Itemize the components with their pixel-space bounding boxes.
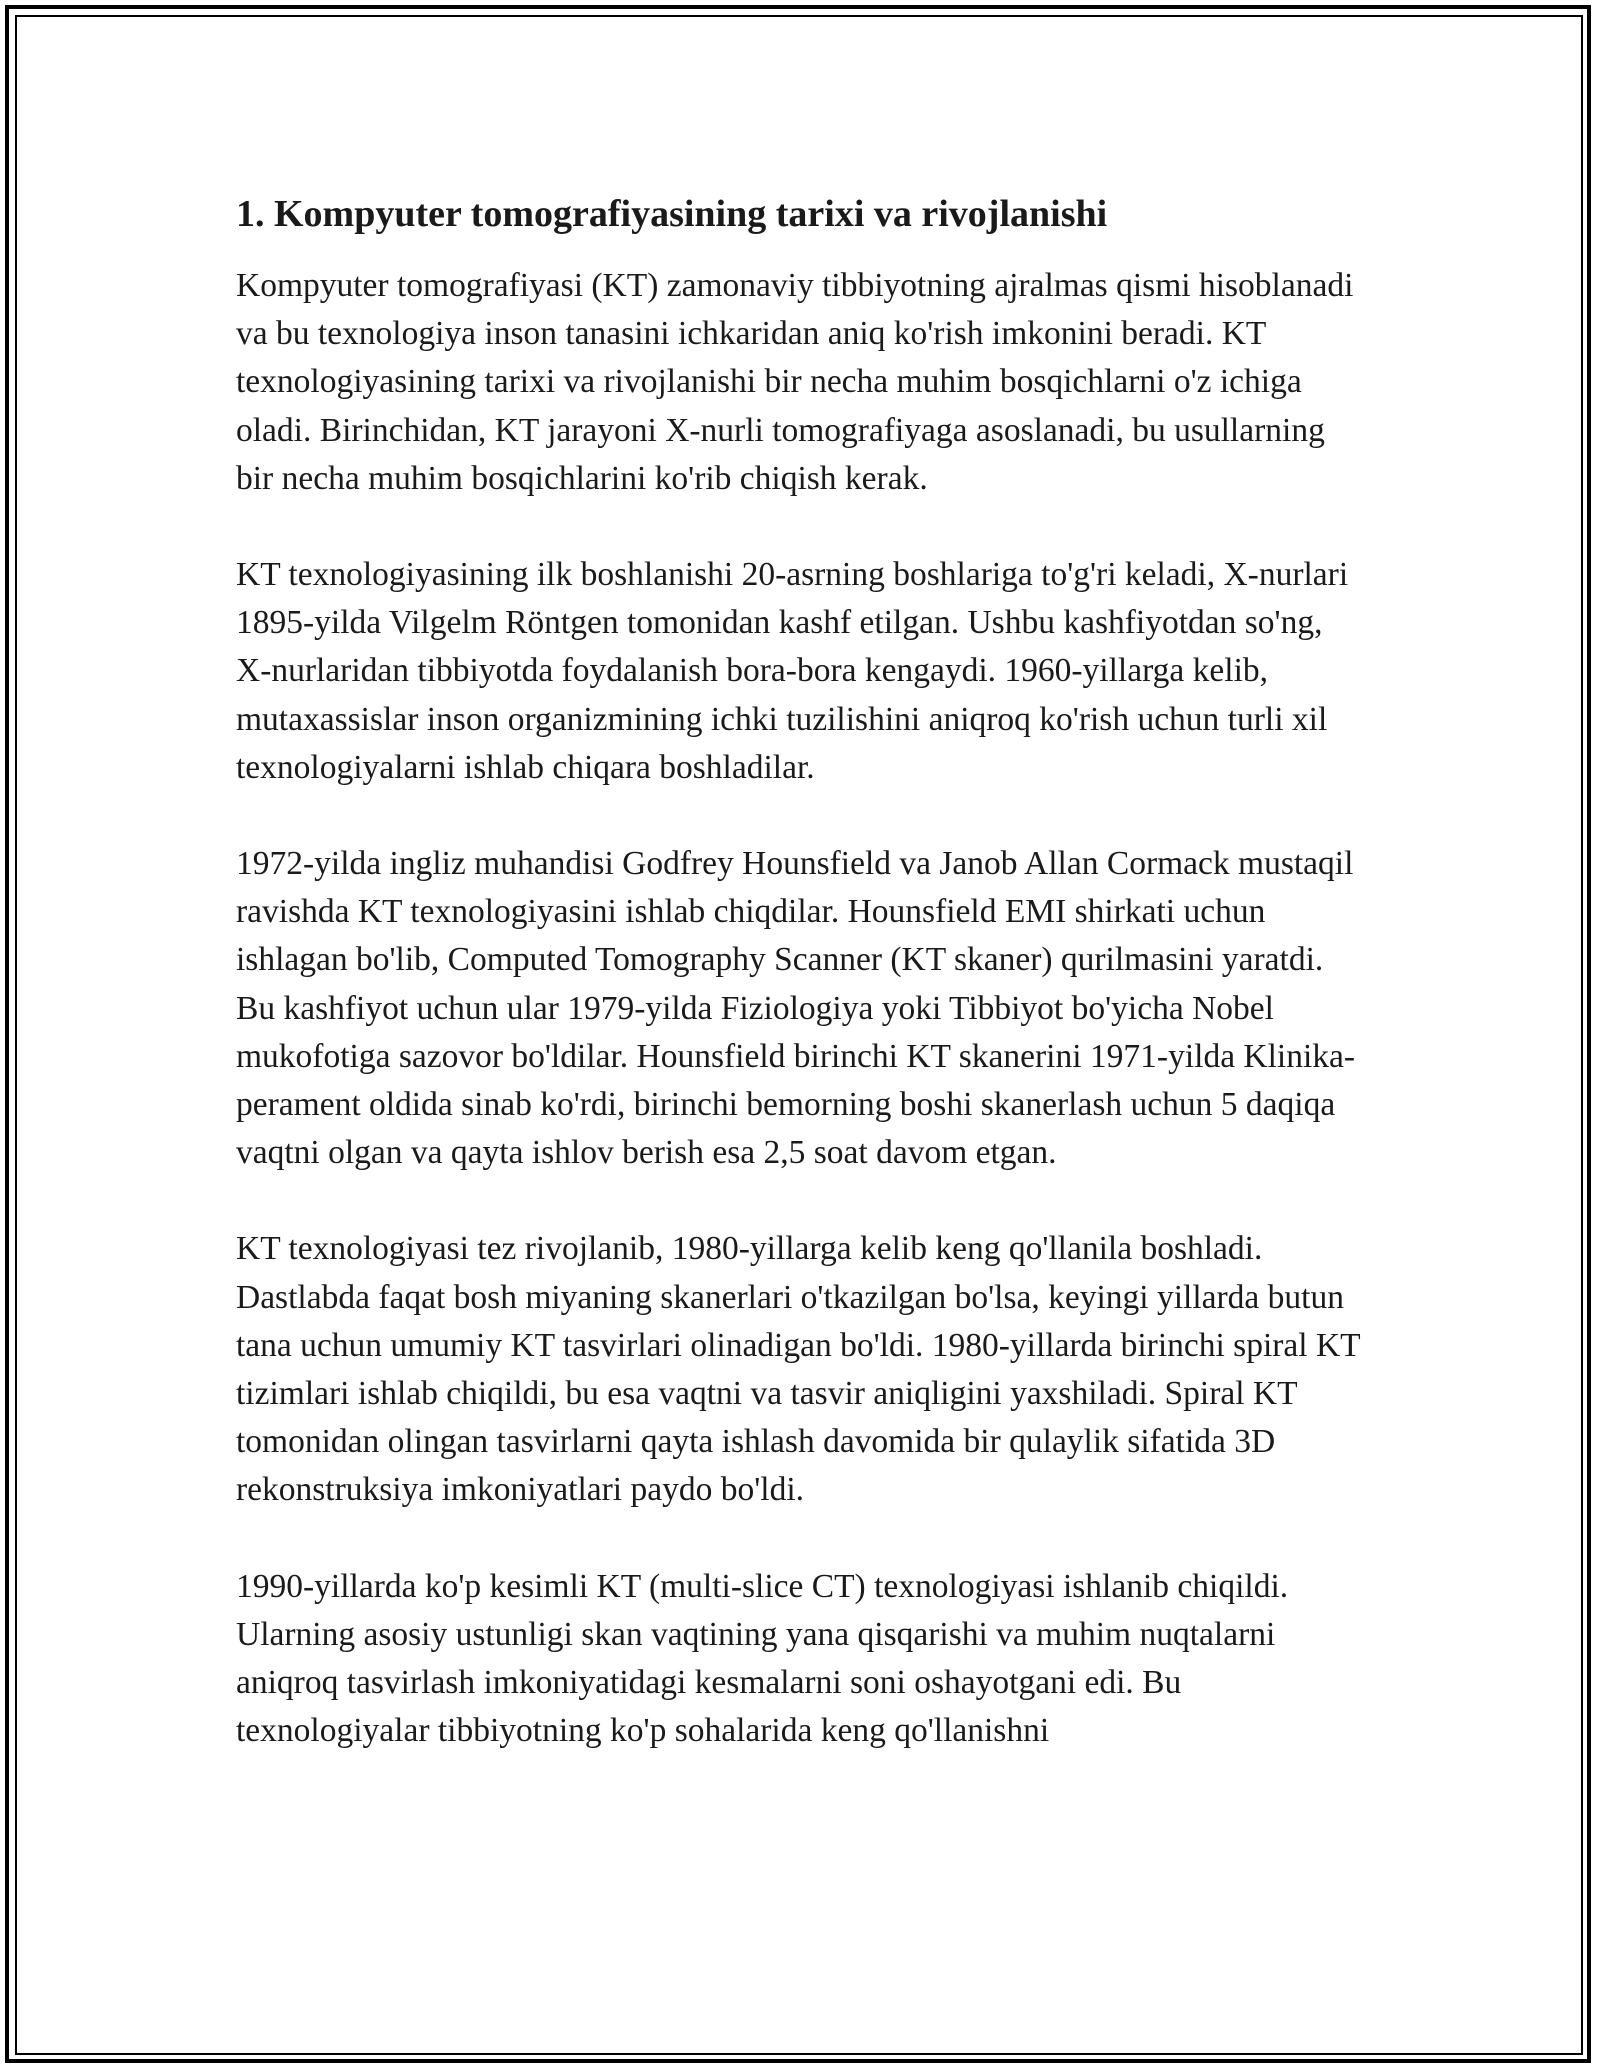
- paragraph-1: Kompyuter tomografiyasi (KT) zamonaviy tibbiyotning ajralmas qismi hisoblanadi va bu texnologiya inson tanasini ichkaridan aniq ko'rish imkonini beradi. KT texnologiyasining tarixi va rivojlanishi bir necha muhim bosqichlarni o'z ichiga oladi. Birinchidan, KT jarayoni X-nurli tomografiyaga asoslanadi, bu usullarning bir necha muhim bosqichlarini ko'rib chiqish kerak.: [236, 267, 1354, 497]
- section-heading: 1. Kompyuter tomografiyasining tarixi va rivojlanishi: [236, 193, 1108, 235]
- paragraph-3: 1972-yilda ingliz muhandisi Godfrey Hounsfield va Janob Allan Cormack mustaqil ravishda KT texnologiyasini ishlab chiqdilar. Hounsfield EMI shirkati uchun ishlagan bo'lib, Computed Tomography Scanner (KT skaner) qurilmasini yaratdi. Bu kashfiyot uchun ular 1979-yilda Fiziologiya yoki Tibbiyot bo'yicha Nobel mukofotiga sazovor bo'ldilar. Hounsfield birinchi KT skanerini 1971-yilda Klinika-perament oldida sinab ko'rdi, birinchi bemorning boshi skanerlash uchun 5 daqiqa vaqtni olgan va qayta ishlov berish esa 2,5 soat davom etgan.: [236, 845, 1356, 1172]
- paragraph-2: KT texnologiyasining ilk boshlanishi 20-asrning boshlariga to'g'ri keladi, X-nurlari 1895-yilda Vilgelm Röntgen tomonidan kashf etilgan. Ushbu kashfiyotdan so'ng, X-nurlaridan tibbiyotda foydalanish bora-bora kengaydi. 1960-yillarga kelib, mutaxassislar inson organizmining ichki tuzilishini aniqroq ko'rish uchun turli xil texnologiyalarni ishlab chiqara boshladilar.: [236, 556, 1349, 786]
- document-body: [236, 188, 1366, 1755]
- paragraph-4: KT texnologiyasi tez rivojlanib, 1980-yillarga kelib keng qo'llanila boshladi. Dastlabda faqat bosh miyaning skanerlari o'tkazilgan bo'lsa, keyingi yillarda butun tana uchun umumiy KT tasvirlari olinadigan bo'ldi. 1980-yillarda birinchi spiral KT tizimlari ishlab chiqildi, bu esa vaqtni va tasvir aniqligini yaxshiladi. Spiral KT tomonidan olingan tasvirlarni qayta ishlash davomida bir qulaylik sifatida 3D rekonstruksiya imkoniyatlari paydo bo'ldi.: [236, 1230, 1361, 1509]
- paragraph-5: 1990-yillarda ko'p kesimli KT (multi-slice CT) texnologiyasi ishlanib chiqildi. Ularning asosiy ustunligi skan vaqtining yana qisqarishi va muhim nuqtalarni aniqroq tasvirlash imkoniyatidagi kesmalarni soni oshayotgani edi. Bu texnologiyalar tibbiyotning ko'p sohalarida keng qo'llanishni: [236, 1567, 1289, 1750]
